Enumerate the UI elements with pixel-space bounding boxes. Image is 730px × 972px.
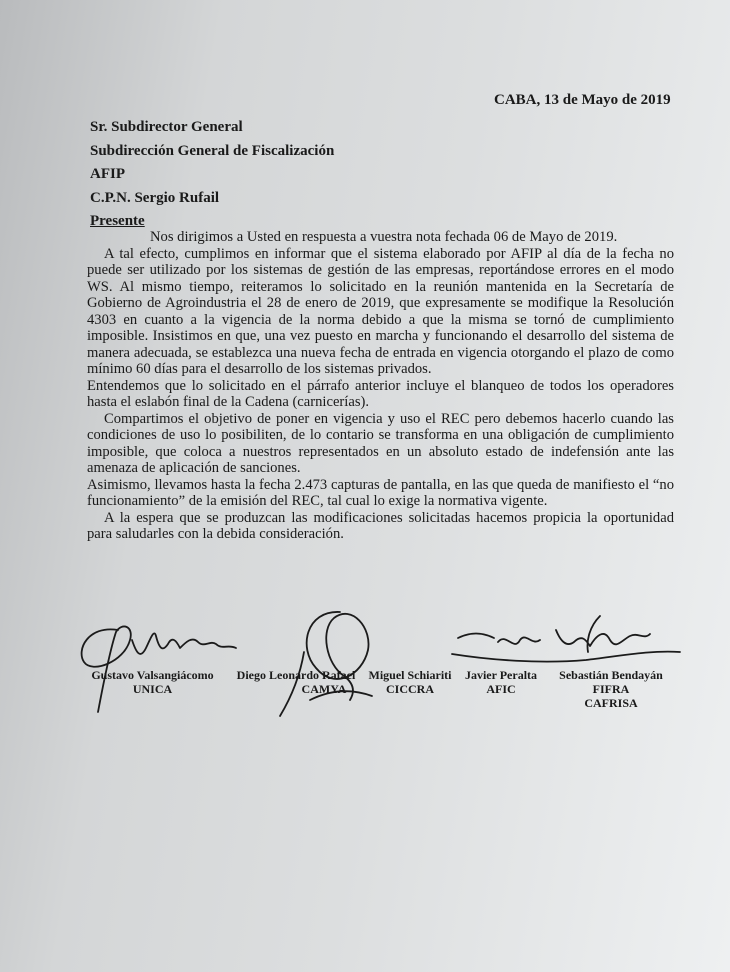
addressee-name: C.P.N. Sergio Rufail — [90, 189, 220, 206]
signatory-1 — [70, 668, 235, 696]
addressee-title: Sr. Subdirector General — [90, 119, 243, 135]
paragraph-rec-objective: Compartimos el objetivo de poner en vigencia y uso el REC pero debemos hacerlo cuando las condiciones de uso lo posibiliten, de lo contario se transforma en una obligación de cumplimiento imposible, que coloca a nuestros representados en un absoluto estado de indefensión ante las amenaza de aplicación de sanciones. — [87, 410, 674, 476]
signatory-org: AFIC — [486, 682, 516, 696]
signatory-name: Javier Peralta — [464, 668, 538, 682]
signatory-org: CAMYA — [301, 682, 347, 696]
signatory-3 — [364, 668, 456, 696]
signatory-name: Miguel Schiariti — [368, 668, 452, 682]
signatory-4 — [458, 668, 544, 696]
signatory-org-secondary: CAFRISA — [584, 696, 638, 710]
letter-body — [87, 229, 674, 543]
signatory-name: Diego Leonardo Rafael — [236, 668, 356, 682]
addressee-presente: Presente — [90, 213, 145, 229]
addressee-block — [90, 116, 334, 234]
paragraph-blanqueo: Entendemos que lo solicitado en el párrafo anterior incluye el blanqueo de todos los operadores hasta el eslabón final de la Cadena (carnicerías). — [87, 377, 674, 410]
paragraph-system-status: A tal efecto, cumplimos en informar que el sistema elaborado por AFIP al día de la fecha no puede ser utilizado por los sistemas de gestión de las empresas, reportándose errores en el modo WS. Al mismo tiempo, reiteramos lo solicitado en la reunión mantenida en la Secretaría de Gobierno de Agroindustria el 28 de enero de 2019, que expresamente se modifique la Resolución 4303 en cuanto a la vigencia de la norma debido a que la misma se tornó de cumplimiento imposible. Insistimos en que, una vez puesto en marcha y funcionando el desarrollo del sistema de manera adecuada, se establezca una nueva fecha de entrada en vigencia otorgando el plazo de como mínimo 60 días para el desarrollo de los sistemas privados. — [87, 245, 674, 377]
paragraph-closing: A la espera que se produzcan las modificaciones solicitadas hacemos propicia la oportunidad para saludarles con la debida consideración. — [87, 509, 674, 542]
addressee-agency: AFIP — [90, 166, 125, 182]
paragraph-opening: Nos dirigimos a Usted en respuesta a vuestra nota fechada 06 de Mayo de 2019. — [150, 229, 618, 245]
signatory-5 — [546, 668, 676, 710]
signatory-org: CICCRA — [386, 682, 434, 696]
letter-date: CABA, 13 de Mayo de 2019 — [494, 92, 671, 108]
signatory-2 — [226, 668, 366, 696]
signatory-org: UNICA — [132, 682, 173, 696]
signatory-name: Gustavo Valsangiácomo — [91, 668, 214, 682]
addressee-department: Subdirección General de Fiscalización — [90, 142, 335, 159]
signatory-org: FIFRA — [592, 682, 630, 696]
signatory-name: Sebastián Bendayán — [559, 668, 663, 682]
paragraph-screenshots: Asimismo, llevamos hasta la fecha 2.473 capturas de pantalla, en las que queda de manifiesto el “no funcionamiento” de la emisión del REC, tal cual lo exige la normativa vigente. — [87, 476, 674, 509]
